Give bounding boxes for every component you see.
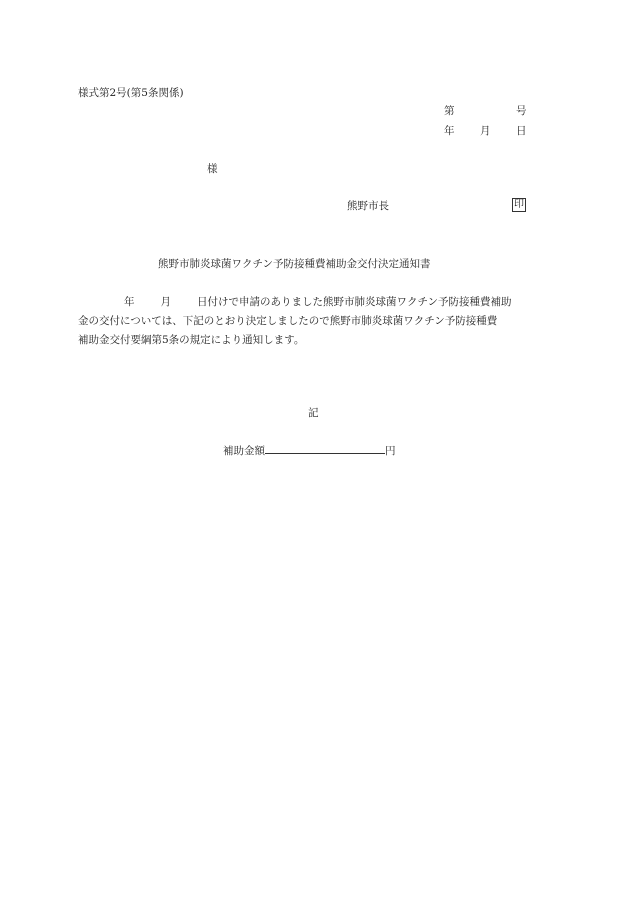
amount-label: 補助金額	[223, 445, 265, 457]
date-month-label: 月	[480, 125, 491, 137]
body-month-label: 月	[160, 296, 171, 308]
document-title: 熊野市肺炎球菌ワクチン予防接種費補助金交付決定通知書	[158, 258, 431, 270]
subsidy-amount	[223, 443, 396, 458]
seal-mark: 印	[514, 199, 524, 210]
notice-body-line-3: 補助金交付要綱第5条の規定により通知します。	[78, 334, 305, 346]
amount-blank-line	[265, 443, 385, 454]
document-number-suffix: 号	[516, 105, 527, 117]
ki-heading: 記	[308, 407, 319, 419]
notice-body	[78, 293, 558, 350]
body-line-1-text: 日付けで申請のありました熊野市肺炎球菌ワクチン予防接種費補助	[197, 296, 512, 308]
issuer-name: 熊野市長	[347, 200, 389, 212]
notice-body-line-1	[78, 293, 558, 312]
date-year-label: 年	[444, 125, 455, 137]
recipient-honorific: 様	[207, 163, 218, 175]
document-number-prefix: 第	[444, 105, 455, 117]
form-number: 様式第2号(第5条関係)	[78, 87, 184, 99]
notice-body-line-2: 金の交付については、下記のとおり決定しましたので熊野市肺炎球菌ワクチン予防接種費	[78, 315, 498, 327]
body-year-label: 年	[124, 296, 135, 308]
date-day-label: 日	[516, 125, 527, 137]
amount-unit: 円	[385, 445, 396, 457]
